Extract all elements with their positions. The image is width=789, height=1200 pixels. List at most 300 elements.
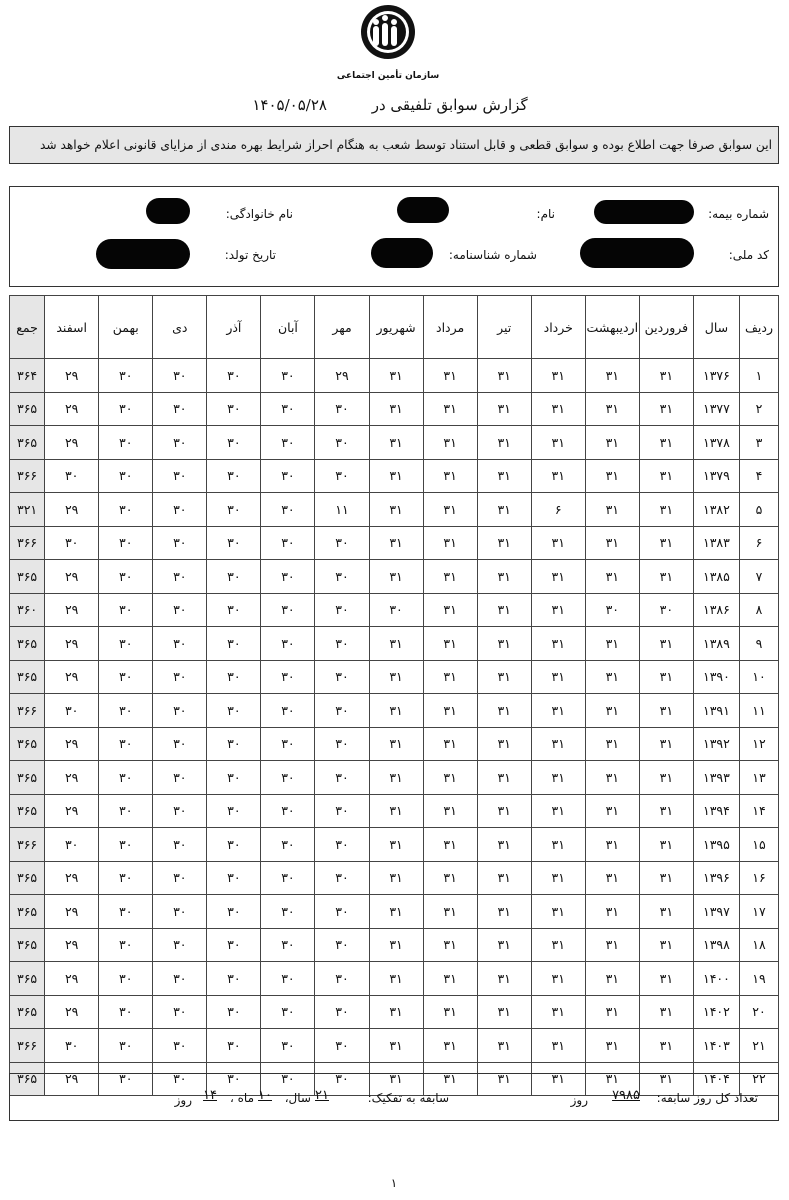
cell-dey: ۳۰ (153, 459, 207, 493)
col-header-year: سال (693, 296, 739, 359)
cell-ordibehesht: ۳۱ (585, 660, 639, 694)
cell-tir: ۳۱ (477, 359, 531, 393)
cell-shahrivar: ۳۱ (369, 1029, 423, 1063)
cell-esfand: ۲۹ (45, 962, 99, 996)
cell-azar: ۳۰ (207, 761, 261, 795)
summary-box (9, 1073, 779, 1121)
cell-bahman: ۳۰ (99, 761, 153, 795)
cell-mordad: ۳۱ (423, 895, 477, 929)
cell-year: ۱۳۹۴ (693, 794, 739, 828)
cell-azar: ۳۰ (207, 560, 261, 594)
cell-row: ۱۴ (739, 794, 778, 828)
cell-esfand: ۲۹ (45, 493, 99, 527)
cell-ordibehesht: ۳۱ (585, 727, 639, 761)
table-row (10, 694, 779, 728)
cell-khordad: ۳۱ (531, 526, 585, 560)
cell-total: ۳۶۵ (10, 928, 45, 962)
cell-mordad: ۳۱ (423, 593, 477, 627)
redacted-birth-date (96, 239, 190, 269)
cell-shahrivar: ۳۱ (369, 828, 423, 862)
cell-shahrivar: ۳۱ (369, 861, 423, 895)
cell-ordibehesht: ۳۱ (585, 359, 639, 393)
cell-mordad: ۳۱ (423, 794, 477, 828)
report-title-text: گزارش سوابق تلفیقی در (371, 96, 528, 114)
cell-mordad: ۳۱ (423, 359, 477, 393)
cell-aban: ۳۰ (261, 560, 315, 594)
cell-aban: ۳۰ (261, 861, 315, 895)
months-value: ۱۰ (258, 1088, 272, 1103)
table-row (10, 995, 779, 1029)
years-value: ۲۱ (315, 1088, 329, 1103)
cell-year: ۱۴۰۰ (693, 962, 739, 996)
cell-mehr: ۳۰ (315, 593, 369, 627)
disclaimer-notice: این سوابق صرفا جهت اطلاع بوده و سوابق قطعی و قابل استناد توسط شعب به هنگام احراز شرایط بهره مندی از مزایای قانونی اعلام خواهد شد (9, 126, 779, 164)
cell-year: ۱۳۸۲ (693, 493, 739, 527)
cell-bahman: ۳۰ (99, 493, 153, 527)
cell-esfand: ۲۹ (45, 895, 99, 929)
cell-ordibehesht: ۳۱ (585, 861, 639, 895)
cell-ordibehesht: ۳۱ (585, 828, 639, 862)
cell-khordad: ۳۱ (531, 828, 585, 862)
cell-mehr: ۳۰ (315, 459, 369, 493)
months-unit: ماه ، (229, 1091, 254, 1105)
cell-tir: ۳۱ (477, 895, 531, 929)
cell-dey: ۳۰ (153, 1029, 207, 1063)
cell-farvardin: ۳۱ (639, 727, 693, 761)
cell-esfand: ۲۹ (45, 359, 99, 393)
cell-shahrivar: ۳۱ (369, 660, 423, 694)
table-row (10, 761, 779, 795)
cell-azar: ۳۰ (207, 660, 261, 694)
cell-ordibehesht: ۳۱ (585, 493, 639, 527)
cell-tir: ۳۱ (477, 995, 531, 1029)
cell-mehr: ۳۰ (315, 828, 369, 862)
cell-esfand: ۲۹ (45, 761, 99, 795)
cell-ordibehesht: ۳۱ (585, 1029, 639, 1063)
birth-date-label: تاریخ تولد: (224, 248, 276, 262)
table-row (10, 426, 779, 460)
cell-year: ۱۴۰۳ (693, 1029, 739, 1063)
cell-aban: ۳۰ (261, 828, 315, 862)
cell-azar: ۳۰ (207, 459, 261, 493)
cell-aban: ۳۰ (261, 593, 315, 627)
cell-dey: ۳۰ (153, 727, 207, 761)
cell-aban: ۳۰ (261, 1062, 315, 1096)
cell-bahman: ۳۰ (99, 627, 153, 661)
cell-tir: ۳۱ (477, 627, 531, 661)
cell-khordad: ۳۱ (531, 727, 585, 761)
days-value: ۱۴ (203, 1088, 217, 1103)
cell-bahman: ۳۰ (99, 1062, 153, 1096)
cell-khordad: ۳۱ (531, 392, 585, 426)
cell-row: ۶ (739, 526, 778, 560)
cell-shahrivar: ۳۱ (369, 895, 423, 929)
cell-row: ۱۶ (739, 861, 778, 895)
cell-bahman: ۳۰ (99, 694, 153, 728)
cell-total: ۳۶۴ (10, 359, 45, 393)
cell-aban: ۳۰ (261, 526, 315, 560)
cell-tir: ۳۱ (477, 794, 531, 828)
cell-shahrivar: ۳۰ (369, 593, 423, 627)
cell-aban: ۳۰ (261, 727, 315, 761)
cell-row: ۱ (739, 359, 778, 393)
cell-azar: ۳۰ (207, 493, 261, 527)
cell-azar: ۳۰ (207, 962, 261, 996)
cell-row: ۵ (739, 493, 778, 527)
table-row (10, 828, 779, 862)
cell-shahrivar: ۳۱ (369, 560, 423, 594)
cell-total: ۳۶۵ (10, 727, 45, 761)
cell-year: ۱۳۹۷ (693, 895, 739, 929)
cell-farvardin: ۳۱ (639, 962, 693, 996)
cell-year: ۱۴۰۴ (693, 1062, 739, 1096)
cell-mordad: ۳۱ (423, 761, 477, 795)
cell-tir: ۳۱ (477, 526, 531, 560)
cell-tir: ۳۱ (477, 962, 531, 996)
cell-farvardin: ۳۱ (639, 426, 693, 460)
col-header-aban: آبان (261, 296, 315, 359)
cell-total: ۳۶۶ (10, 526, 45, 560)
cell-aban: ۳۰ (261, 794, 315, 828)
cell-mordad: ۳۱ (423, 995, 477, 1029)
cell-row: ۸ (739, 593, 778, 627)
cell-khordad: ۳۱ (531, 995, 585, 1029)
cell-tir: ۳۱ (477, 1062, 531, 1096)
national-code-label: کد ملی: (728, 248, 769, 262)
cell-tir: ۳۱ (477, 593, 531, 627)
page-number: ۱ (390, 1176, 398, 1190)
table-row (10, 794, 779, 828)
cell-khordad: ۳۱ (531, 560, 585, 594)
cell-khordad: ۳۱ (531, 1062, 585, 1096)
table-row (10, 962, 779, 996)
cell-azar: ۳۰ (207, 895, 261, 929)
table-row (10, 895, 779, 929)
cell-khordad: ۶ (531, 493, 585, 527)
cell-year: ۱۳۹۱ (693, 694, 739, 728)
cell-total: ۳۶۵ (10, 392, 45, 426)
cell-aban: ۳۰ (261, 761, 315, 795)
cell-farvardin: ۳۰ (639, 593, 693, 627)
cell-mehr: ۳۰ (315, 794, 369, 828)
cell-shahrivar: ۳۱ (369, 761, 423, 795)
cell-bahman: ۳۰ (99, 995, 153, 1029)
col-header-mehr: مهر (315, 296, 369, 359)
cell-azar: ۳۰ (207, 1062, 261, 1096)
cell-khordad: ۳۱ (531, 962, 585, 996)
cell-azar: ۳۰ (207, 426, 261, 460)
cell-bahman: ۳۰ (99, 392, 153, 426)
cell-mehr: ۳۰ (315, 392, 369, 426)
insured-info-box (9, 186, 779, 287)
cell-farvardin: ۳۱ (639, 1029, 693, 1063)
cell-khordad: ۳۱ (531, 359, 585, 393)
days-unit: روز (174, 1093, 192, 1107)
cell-tir: ۳۱ (477, 660, 531, 694)
cell-esfand: ۲۹ (45, 660, 99, 694)
cell-shahrivar: ۳۱ (369, 794, 423, 828)
cell-row: ۲ (739, 392, 778, 426)
cell-row: ۲۲ (739, 1062, 778, 1096)
cell-farvardin: ۳۱ (639, 627, 693, 661)
cell-year: ۱۳۸۶ (693, 593, 739, 627)
cell-farvardin: ۳۱ (639, 359, 693, 393)
total-days-value: ۷۹۸۵ (612, 1088, 640, 1103)
breakdown-label: سابقه به تفکیک: (367, 1091, 449, 1105)
cell-total: ۳۶۶ (10, 459, 45, 493)
cell-farvardin: ۳۱ (639, 928, 693, 962)
cell-ordibehesht: ۳۱ (585, 761, 639, 795)
table-row (10, 493, 779, 527)
table-row (10, 392, 779, 426)
cell-bahman: ۳۰ (99, 828, 153, 862)
cell-year: ۱۳۷۹ (693, 459, 739, 493)
redacted-family-name (146, 198, 190, 224)
cell-dey: ۳۰ (153, 392, 207, 426)
cell-mordad: ۳۱ (423, 962, 477, 996)
cell-esfand: ۲۹ (45, 560, 99, 594)
cell-mehr: ۳۰ (315, 426, 369, 460)
cell-azar: ۳۰ (207, 928, 261, 962)
cell-dey: ۳۰ (153, 828, 207, 862)
cell-mehr: ۳۰ (315, 895, 369, 929)
cell-esfand: ۲۹ (45, 794, 99, 828)
name-label: نام: (536, 207, 555, 221)
cell-year: ۱۳۹۶ (693, 861, 739, 895)
cell-year: ۱۳۷۸ (693, 426, 739, 460)
cell-farvardin: ۳۱ (639, 828, 693, 862)
cell-azar: ۳۰ (207, 861, 261, 895)
cell-dey: ۳۰ (153, 526, 207, 560)
cell-mordad: ۳۱ (423, 627, 477, 661)
cell-total: ۳۶۵ (10, 1062, 45, 1096)
cell-aban: ۳۰ (261, 359, 315, 393)
cell-row: ۱۷ (739, 895, 778, 929)
cell-aban: ۳۰ (261, 895, 315, 929)
cell-farvardin: ۳۱ (639, 392, 693, 426)
table-row (10, 560, 779, 594)
cell-mehr: ۳۰ (315, 1029, 369, 1063)
family-name-label: نام خانوادگی: (225, 207, 293, 221)
col-header-tir: تیر (477, 296, 531, 359)
cell-tir: ۳۱ (477, 459, 531, 493)
table-row (10, 627, 779, 661)
total-days-label: تعداد کل روز سابقه: (656, 1091, 758, 1105)
cell-mordad: ۳۱ (423, 426, 477, 460)
cell-mehr: ۳۰ (315, 761, 369, 795)
cell-bahman: ۳۰ (99, 560, 153, 594)
cell-shahrivar: ۳۱ (369, 627, 423, 661)
cell-shahrivar: ۳۱ (369, 526, 423, 560)
cell-tir: ۳۱ (477, 761, 531, 795)
cell-aban: ۳۰ (261, 459, 315, 493)
cell-shahrivar: ۳۱ (369, 727, 423, 761)
cell-mordad: ۳۱ (423, 660, 477, 694)
cell-esfand: ۳۰ (45, 828, 99, 862)
cell-tir: ۳۱ (477, 560, 531, 594)
col-header-azar: آذر (207, 296, 261, 359)
cell-ordibehesht: ۳۱ (585, 526, 639, 560)
cell-esfand: ۲۹ (45, 627, 99, 661)
cell-farvardin: ۳۱ (639, 995, 693, 1029)
cell-mordad: ۳۱ (423, 526, 477, 560)
cell-ordibehesht: ۳۱ (585, 392, 639, 426)
cell-mehr: ۳۰ (315, 627, 369, 661)
cell-mehr: ۳۰ (315, 928, 369, 962)
cell-farvardin: ۳۱ (639, 526, 693, 560)
cell-total: ۳۶۵ (10, 660, 45, 694)
cell-aban: ۳۰ (261, 627, 315, 661)
cell-esfand: ۲۹ (45, 995, 99, 1029)
cell-dey: ۳۰ (153, 560, 207, 594)
cell-total: ۳۶۵ (10, 560, 45, 594)
cell-total: ۳۶۵ (10, 426, 45, 460)
cell-dey: ۳۰ (153, 861, 207, 895)
cell-bahman: ۳۰ (99, 526, 153, 560)
cell-khordad: ۳۱ (531, 895, 585, 929)
table-row (10, 660, 779, 694)
cell-dey: ۳۰ (153, 1062, 207, 1096)
cell-mordad: ۳۱ (423, 727, 477, 761)
cell-aban: ۳۰ (261, 660, 315, 694)
cell-row: ۱۹ (739, 962, 778, 996)
cell-bahman: ۳۰ (99, 928, 153, 962)
cell-year: ۱۳۹۲ (693, 727, 739, 761)
cell-mordad: ۳۱ (423, 1029, 477, 1063)
cell-farvardin: ۳۱ (639, 459, 693, 493)
cell-shahrivar: ۳۱ (369, 928, 423, 962)
cell-total: ۳۲۱ (10, 493, 45, 527)
cell-ordibehesht: ۳۱ (585, 560, 639, 594)
cell-bahman: ۳۰ (99, 593, 153, 627)
table-row (10, 861, 779, 895)
cell-total: ۳۶۵ (10, 962, 45, 996)
cell-year: ۱۳۷۷ (693, 392, 739, 426)
cell-mehr: ۳۰ (315, 526, 369, 560)
cell-dey: ۳۰ (153, 928, 207, 962)
cell-mordad: ۳۱ (423, 694, 477, 728)
cell-bahman: ۳۰ (99, 794, 153, 828)
cell-aban: ۳۰ (261, 392, 315, 426)
cell-total: ۳۶۵ (10, 895, 45, 929)
cell-bahman: ۳۰ (99, 962, 153, 996)
cell-row: ۹ (739, 627, 778, 661)
cell-shahrivar: ۳۱ (369, 459, 423, 493)
cell-azar: ۳۰ (207, 1029, 261, 1063)
col-header-shahrivar: شهریور (369, 296, 423, 359)
cell-row: ۲۰ (739, 995, 778, 1029)
cell-shahrivar: ۳۱ (369, 694, 423, 728)
cell-tir: ۳۱ (477, 493, 531, 527)
cell-khordad: ۳۱ (531, 426, 585, 460)
table-row (10, 459, 779, 493)
cell-tir: ۳۱ (477, 861, 531, 895)
col-header-bahman: بهمن (99, 296, 153, 359)
cell-farvardin: ۳۱ (639, 660, 693, 694)
cell-mehr: ۳۰ (315, 660, 369, 694)
cell-mordad: ۳۱ (423, 459, 477, 493)
cell-khordad: ۳۱ (531, 794, 585, 828)
cell-ordibehesht: ۳۱ (585, 794, 639, 828)
cell-year: ۱۴۰۲ (693, 995, 739, 1029)
cell-mordad: ۳۱ (423, 392, 477, 426)
cell-dey: ۳۰ (153, 493, 207, 527)
cell-aban: ۳۰ (261, 426, 315, 460)
cell-row: ۱۳ (739, 761, 778, 795)
cell-tir: ۳۱ (477, 694, 531, 728)
cell-khordad: ۳۱ (531, 660, 585, 694)
cell-esfand: ۳۰ (45, 694, 99, 728)
cell-esfand: ۲۹ (45, 1062, 99, 1096)
years-unit: سال، (284, 1091, 311, 1105)
cell-azar: ۳۰ (207, 359, 261, 393)
cell-azar: ۳۰ (207, 627, 261, 661)
table-row (10, 727, 779, 761)
table-row (10, 1029, 779, 1063)
cell-ordibehesht: ۳۱ (585, 459, 639, 493)
cell-bahman: ۳۰ (99, 426, 153, 460)
cell-mordad: ۳۱ (423, 828, 477, 862)
cell-azar: ۳۰ (207, 727, 261, 761)
cell-total: ۳۶۰ (10, 593, 45, 627)
cell-row: ۳ (739, 426, 778, 460)
cell-tir: ۳۱ (477, 426, 531, 460)
cell-total: ۳۶۶ (10, 828, 45, 862)
table-row (10, 593, 779, 627)
cell-aban: ۳۰ (261, 928, 315, 962)
cell-dey: ۳۰ (153, 761, 207, 795)
cell-farvardin: ۳۱ (639, 493, 693, 527)
cell-esfand: ۳۰ (45, 526, 99, 560)
col-header-total: جمع (10, 296, 45, 359)
cell-row: ۱۸ (739, 928, 778, 962)
cell-mehr: ۲۹ (315, 359, 369, 393)
col-header-row: ردیف (739, 296, 778, 359)
cell-row: ۱۰ (739, 660, 778, 694)
col-header-dey: دی (153, 296, 207, 359)
col-header-ordibehesht: اردیبهشت (585, 296, 639, 359)
cell-esfand: ۲۹ (45, 928, 99, 962)
table-header-row (10, 296, 779, 359)
cell-year: ۱۳۸۳ (693, 526, 739, 560)
cell-dey: ۳۰ (153, 794, 207, 828)
table-body (10, 359, 779, 1096)
cell-azar: ۳۰ (207, 526, 261, 560)
cell-mehr: ۳۰ (315, 560, 369, 594)
cell-mehr: ۳۰ (315, 995, 369, 1029)
cell-shahrivar: ۳۱ (369, 962, 423, 996)
svg-text:سازمان تأمین اجتماعی: سازمان تأمین اجتماعی (336, 71, 440, 81)
cell-aban: ۳۰ (261, 962, 315, 996)
cell-khordad: ۳۱ (531, 627, 585, 661)
cell-aban: ۳۰ (261, 1029, 315, 1063)
cell-ordibehesht: ۳۱ (585, 995, 639, 1029)
cell-bahman: ۳۰ (99, 1029, 153, 1063)
table-row (10, 928, 779, 962)
cell-mehr: ۳۰ (315, 861, 369, 895)
cell-year: ۱۳۸۹ (693, 627, 739, 661)
cell-aban: ۳۰ (261, 493, 315, 527)
cell-mehr: ۳۰ (315, 1062, 369, 1096)
cell-tir: ۳۱ (477, 1029, 531, 1063)
col-header-esfand: اسفند (45, 296, 99, 359)
cell-khordad: ۳۱ (531, 928, 585, 962)
cell-year: ۱۳۹۳ (693, 761, 739, 795)
report-title (240, 96, 540, 114)
cell-khordad: ۳۱ (531, 694, 585, 728)
col-header-mordad: مرداد (423, 296, 477, 359)
cell-dey: ۳۰ (153, 995, 207, 1029)
